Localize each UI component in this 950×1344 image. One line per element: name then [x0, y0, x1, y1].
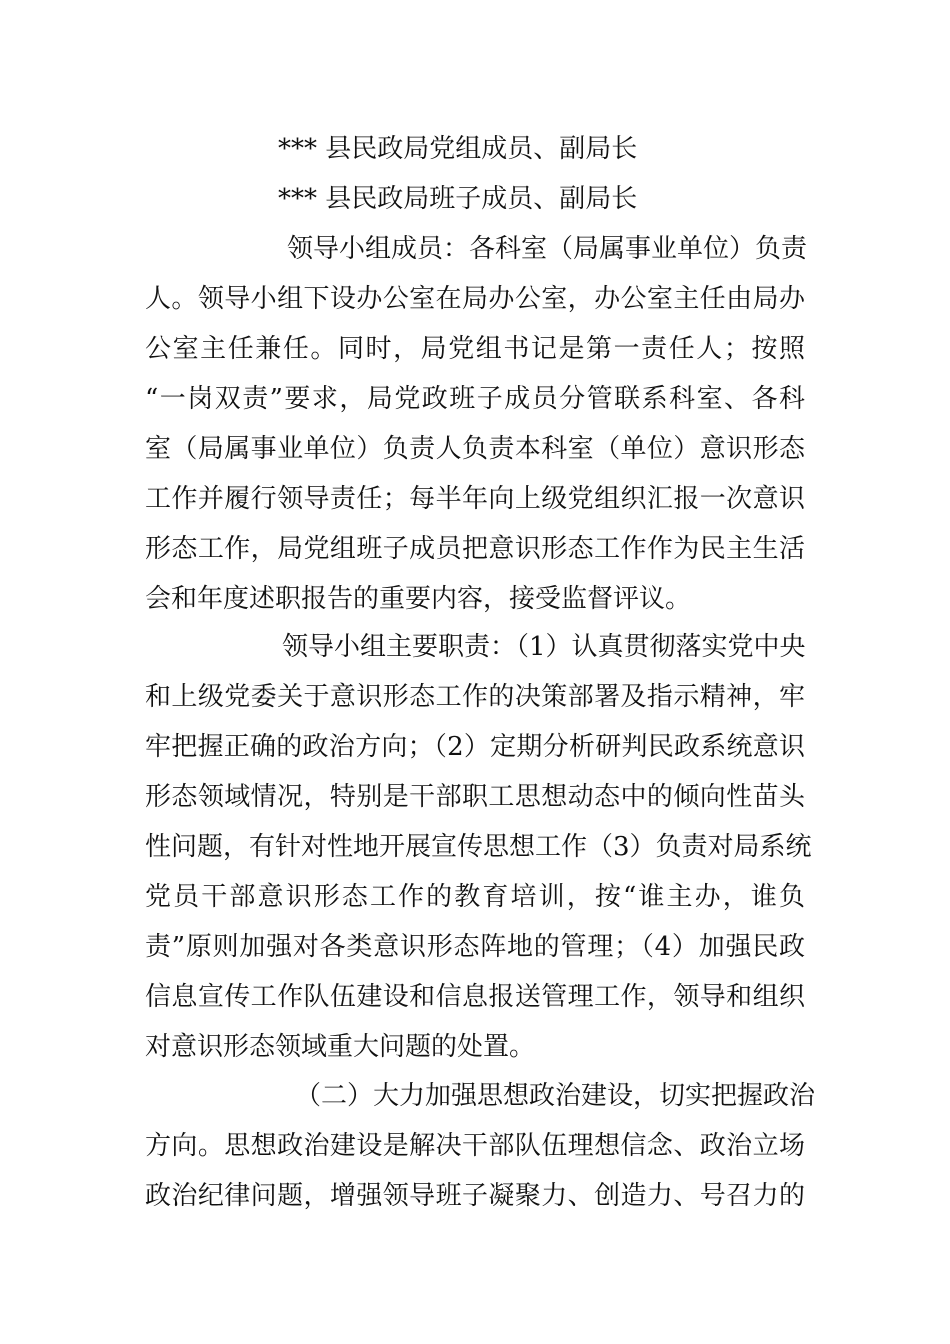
paragraph-line: 牢把握正确的政治方向；（2）定期分析研判民政系统意识: [145, 732, 805, 762]
paragraph-line: 工作并履行领导责任；每半年向上级党组织汇报一次意识: [145, 484, 805, 514]
paragraph-line: 性问题，有针对性地开展宣传思想工作（3）负责对局系统: [145, 832, 812, 862]
section-heading-two: （二）大力加强思想政治建设，切实把握政治: [295, 1081, 816, 1111]
paragraph-line: 方向。思想政治建设是解决干部队伍理想信念、政治立场: [145, 1131, 805, 1161]
paragraph-line: 和上级党委关于意识形态工作的决策部署及指示精神，牢: [145, 682, 805, 712]
member-line-2: *** 县民政局班子成员、副局长: [278, 184, 638, 214]
paragraph-line-end: 对意识形态领域重大问题的处置。: [145, 1032, 536, 1062]
paragraph-line: 政治纪律问题，增强领导班子凝聚力、创造力、号召力的: [145, 1181, 805, 1211]
paragraph-line: 形态领域情况，特别是干部职工思想动态中的倾向性苗头: [145, 782, 805, 812]
paragraph-line: 责”原则加强对各类意识形态阵地的管理；（4）加强民政: [145, 932, 805, 962]
paragraph-members-start: 领导小组成员：各科室（局属事业单位）负责: [287, 234, 808, 264]
paragraph-line: 形态工作，局党组班子成员把意识形态工作作为民主生活: [145, 534, 805, 564]
paragraph-line: 党员干部意识形态工作的教育培训，按“谁主办，谁负: [145, 882, 805, 912]
paragraph-line: 室（局属事业单位）负责人负责本科室（单位）意识形态: [145, 434, 805, 464]
paragraph-line-end: 会和年度述职报告的重要内容，接受监督评议。: [145, 584, 692, 614]
paragraph-line: 公室主任兼任。同时，局党组书记是第一责任人；按照: [145, 334, 805, 364]
paragraph-duties-start: 领导小组主要职责：（1）认真贯彻落实党中央: [282, 632, 806, 662]
paragraph-line: “一岗双责”要求，局党政班子成员分管联系科室、各科: [145, 384, 805, 414]
paragraph-line: 信息宣传工作队伍建设和信息报送管理工作，领导和组织: [145, 982, 805, 1012]
member-line-1: *** 县民政局党组成员、副局长: [278, 134, 638, 164]
paragraph-line: 人。领导小组下设办公室在局办公室，办公室主任由局办: [145, 284, 805, 314]
